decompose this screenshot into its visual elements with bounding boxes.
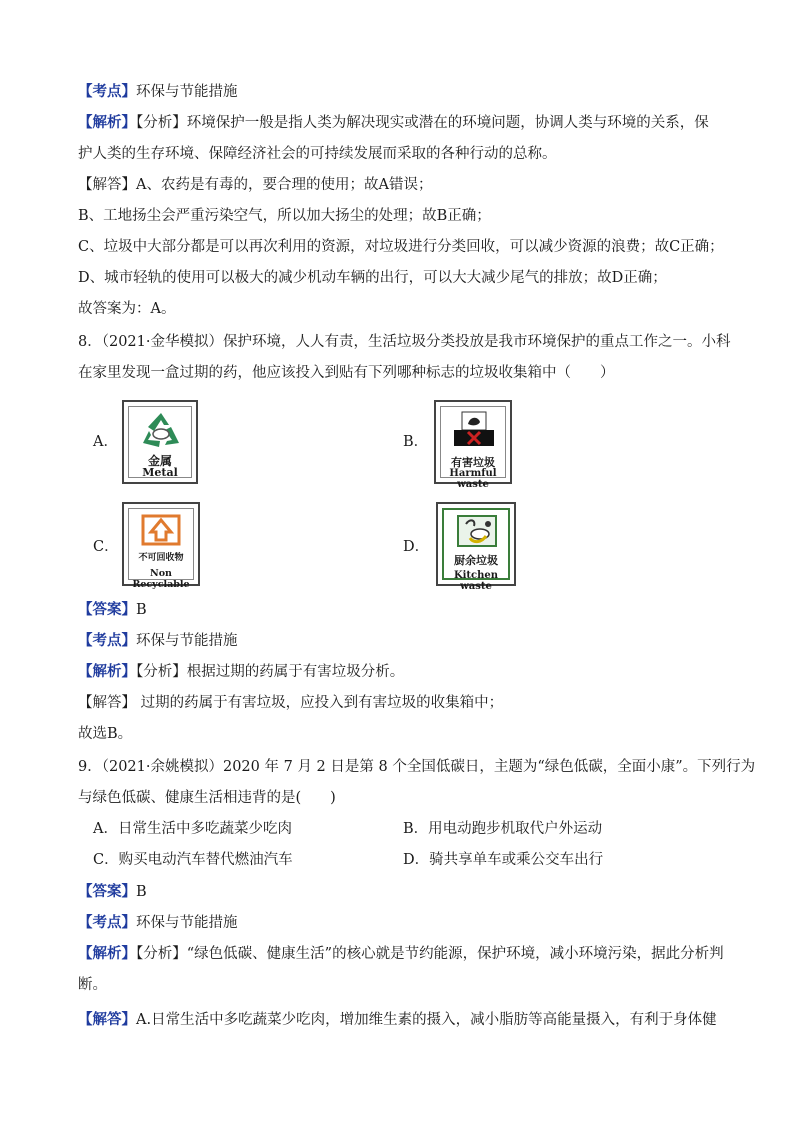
kaodian-tag: 【考点】 <box>78 83 136 100</box>
q9-option-c-label: C． <box>93 852 119 868</box>
q8-option-b-cn: 有害垃圾 <box>451 456 495 469</box>
q8-answer: B <box>136 602 147 618</box>
q8-option-d-cn: 厨余垃圾 <box>454 554 498 567</box>
q9-option-c <box>93 850 293 870</box>
q9-stem-line-2: 与绿色低碳、健康生活相违背的是( ) <box>78 790 336 806</box>
jiexi-tag: 【解析】 <box>78 114 136 131</box>
harmful-icon <box>454 410 494 448</box>
q9-analysis-text: “绿色低碳、健康生活”的核心就是节约能源，保护环境，减小环境污染，据此分析判 <box>186 946 724 962</box>
q8-kaodian-line <box>78 631 718 651</box>
solution-line <box>78 175 718 195</box>
q8-option-d-sign <box>436 502 516 592</box>
solution-line-d: D、城市轻轨的使用可以极大的减少机动车辆的出行，可以大大减少尾气的排放；故D正确； <box>78 270 667 286</box>
q9-option-d-label: D． <box>403 852 430 868</box>
q8-option-d-label: D． <box>403 539 430 555</box>
q9-option-c-text: 购买电动汽车替代燃油汽车 <box>118 852 293 868</box>
q9-option-d <box>403 850 603 870</box>
q8-stem-line-2: 在家里发现一盒过期的药，他应该投入到贴有下列哪种标志的垃圾收集箱中（ ） <box>78 365 615 381</box>
jieda-tag: 【解答】 <box>78 177 136 193</box>
q8-option-d-en: Kitchen waste <box>453 570 499 592</box>
q9-answer-line <box>78 882 718 902</box>
q8-option-b-sign <box>434 400 512 490</box>
q9-option-a <box>93 819 292 839</box>
q8-analysis-text: 根据过期的药属于有害垃圾分析。 <box>186 664 405 680</box>
jiexi-tag: 【解析】 <box>78 945 136 962</box>
q8-option-a-cn: 金属 <box>147 454 172 468</box>
solution-text: A、农药是有毒的，要合理的使用；故A错误； <box>136 177 433 193</box>
analysis-line <box>78 113 718 133</box>
q8-option-c-label: C． <box>93 539 119 555</box>
q9-solution-text: A.日常生活中多吃蔬菜少吃肉，增加维生素的摄入，减小脂肪等高能量摄入，有利于身体健 <box>136 1012 717 1028</box>
daan-tag: 【答案】 <box>78 883 136 900</box>
fenxi-tag: 【分析】 <box>136 664 187 680</box>
solution-line-c: C、垃圾中大部分都是可以再次利用的资源，对垃圾进行分类回收，可以减少资源的浪费；故C正确； <box>78 239 724 255</box>
q9-analysis-line-2: 断。 <box>78 977 107 993</box>
jieda-tag: 【解答】 <box>78 695 136 711</box>
q9-option-a-label: A． <box>93 821 118 837</box>
kaodian-text: 环保与节能措施 <box>136 84 238 100</box>
conclusion-line: 故答案为：A。 <box>78 301 176 317</box>
q8-option-b-label: B． <box>403 434 429 450</box>
jieda-tag: 【解答】 <box>78 1011 136 1028</box>
q8-option-c-sign <box>122 502 200 590</box>
q8-solution-line <box>78 693 718 713</box>
q8-option-c-cn: 不可回收物 <box>138 553 184 563</box>
q9-answer: B <box>136 884 147 900</box>
fenxi-tag: 【分析】 <box>136 946 187 962</box>
q9-kaodian-line <box>78 913 718 933</box>
kaodian-tag: 【考点】 <box>78 632 136 649</box>
q8-solution-text: 过期的药属于有害垃圾，应投入到有害垃圾的收集箱中； <box>136 695 504 711</box>
q8-option-a-en: Metal <box>142 466 178 479</box>
q9-stem-line-1: 9．（2021·余姚模拟）2020 年 7 月 2 日是第 8 个全国低碳日，主题为“绿色低碳，全面小康”。下列行为 <box>78 759 756 775</box>
q9-option-b <box>403 819 602 839</box>
q8-answer-line <box>78 600 718 620</box>
kaodian-line <box>78 82 718 102</box>
q8-stem-line-1: 8．（2021·金华模拟）保护环境，人人有责，生活垃圾分类投放是我市环境保护的重点工作之一。小科 <box>78 334 731 350</box>
q8-option-a-sign <box>122 400 198 484</box>
kitchen-icon <box>456 514 498 548</box>
q9-option-d-text: 骑共享单车或乘公交车出行 <box>429 852 604 868</box>
jiexi-tag: 【解析】 <box>78 663 136 680</box>
q8-analysis-line <box>78 662 718 682</box>
recycle-icon <box>138 410 184 450</box>
q9-option-b-label: B． <box>403 821 429 837</box>
q9-kaodian-text: 环保与节能措施 <box>136 915 238 931</box>
q8-conclusion-line: 故选B。 <box>78 726 133 742</box>
q8-kaodian-text: 环保与节能措施 <box>136 633 238 649</box>
q9-option-a-text: 日常生活中多吃蔬菜少吃肉 <box>117 821 292 837</box>
solution-line-b: B、工地扬尘会严重污染空气，所以加大扬尘的处理；故B正确； <box>78 208 491 224</box>
analysis-text: 环境保护一般是指人类为解决现实或潜在的环境问题，协调人类与环境的关系，保 <box>186 115 709 131</box>
q8-option-b-en: Harmful waste <box>449 468 497 490</box>
q8-option-a-label: A． <box>93 434 118 450</box>
q9-option-b-text: 用电动跑步机取代户外运动 <box>428 821 603 837</box>
q9-analysis-line <box>78 944 724 964</box>
daan-tag: 【答案】 <box>78 601 136 618</box>
q8-option-c-en: Non Recyclable <box>132 568 190 590</box>
non-recyclable-icon <box>141 514 181 546</box>
fenxi-tag: 【分析】 <box>136 115 187 131</box>
q9-solution-line <box>78 1010 718 1030</box>
analysis-line-2: 护人类的生存环境、保障经济社会的可持续发展而采取的各种行动的总称。 <box>78 146 557 162</box>
kaodian-tag: 【考点】 <box>78 914 136 931</box>
